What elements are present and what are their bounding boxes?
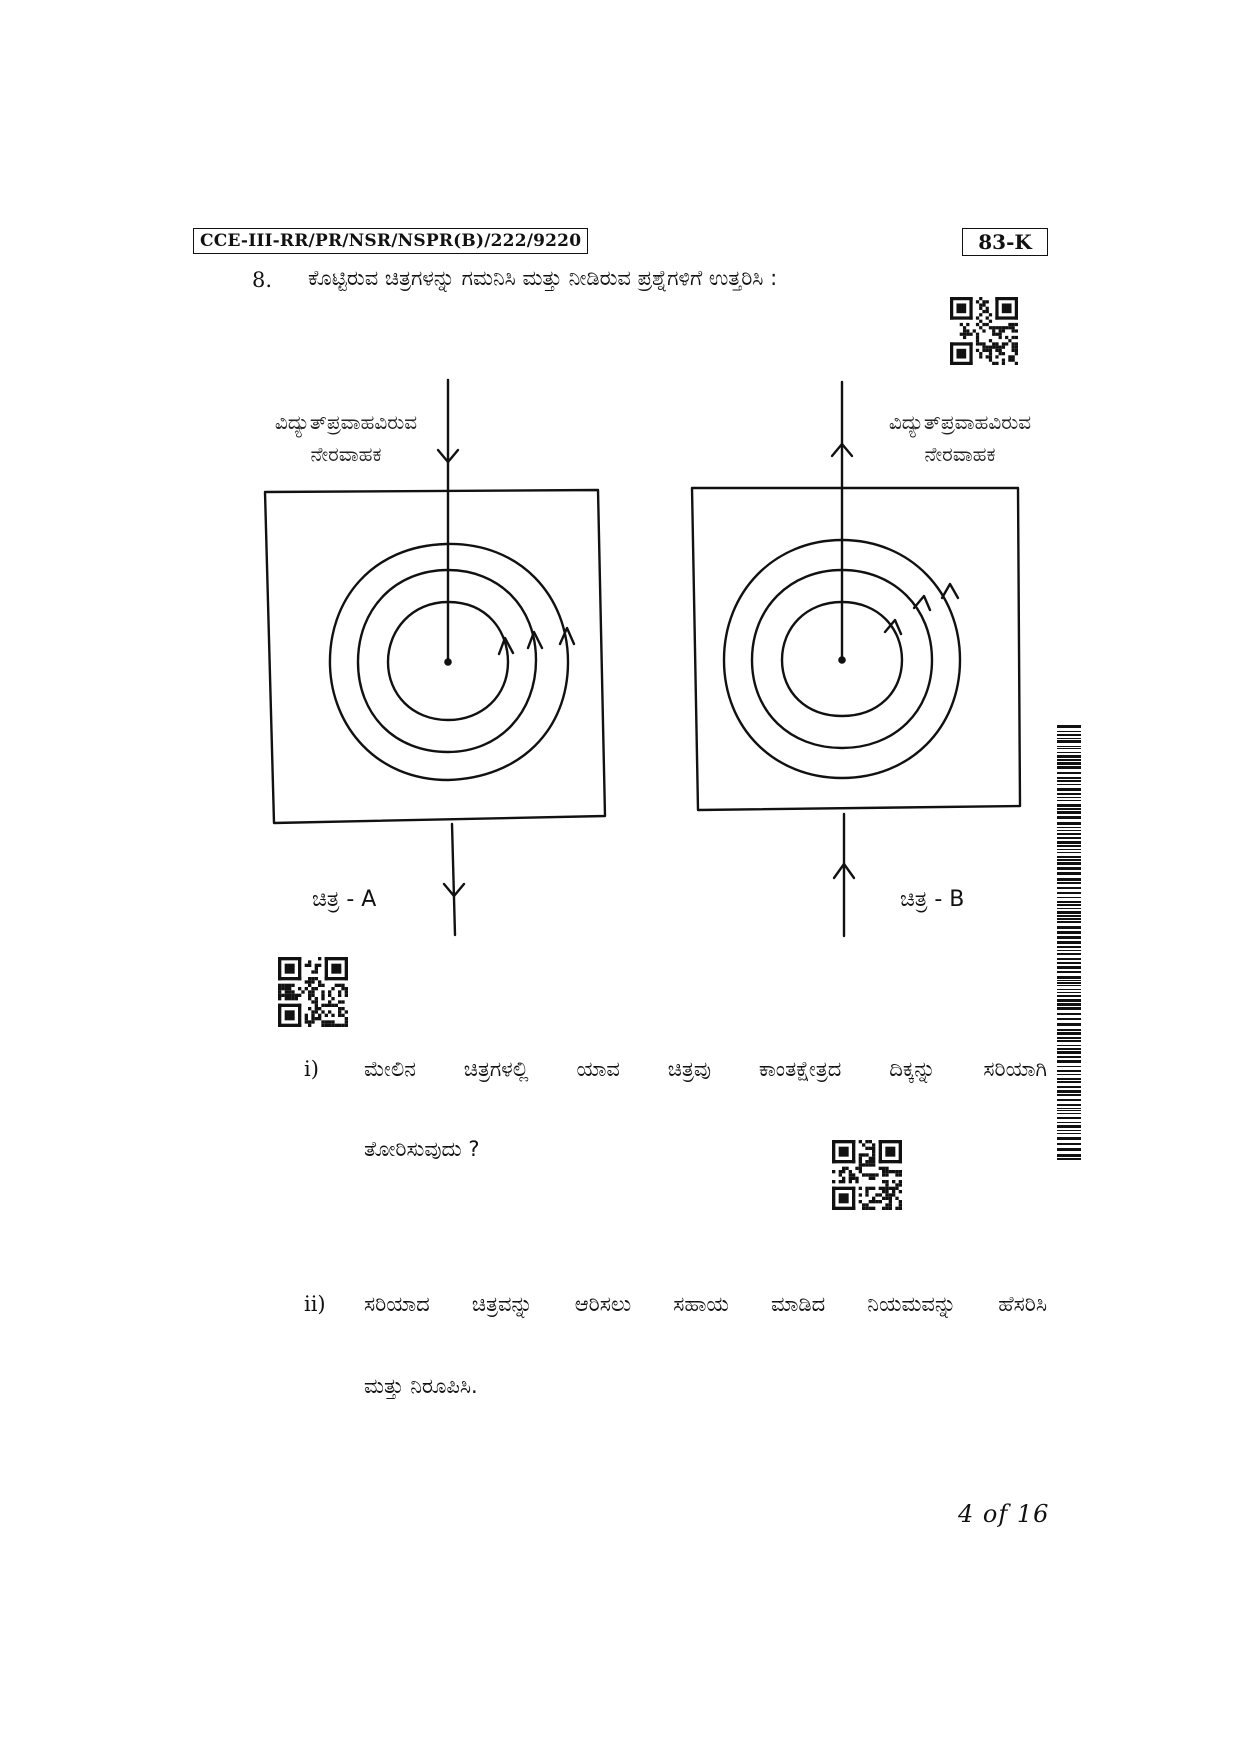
figure-a	[265, 380, 605, 935]
paper-code: 83-K	[962, 228, 1048, 256]
question-number: 8.	[252, 268, 273, 292]
figure-b	[692, 382, 1020, 936]
conductor-label-b-line1: ವಿದ್ಯುತ್‌ಪ್ರವಾಹವಿರುವ	[888, 410, 1032, 434]
subquestion-2-number: ii)	[304, 1292, 326, 1316]
page-number: 4 of 16	[958, 1500, 1050, 1528]
exam-code: CCE-III-RR/PR/NSR/NSPR(B)/222/9220	[193, 228, 588, 254]
subquestion-2-line1: ಸರಿಯಾದ ಚಿತ್ರವನ್ನು ಆರಿಸಲು ಸಹಾಯ ಮಾಡಿದ ನಿಯಮವನ್ನು ಹೆಸರಿಸಿ	[364, 1292, 1047, 1316]
conductor-label-a-line2: ನೇರವಾಹಕ	[310, 442, 382, 466]
subquestion-2-line2: ಮತ್ತು ನಿರೂಪಿಸಿ.	[364, 1374, 478, 1398]
barcode-icon	[1057, 725, 1081, 1167]
conductor-label-b-line2: ನೇರವಾಹಕ	[924, 442, 996, 466]
figure-drawing	[230, 370, 1050, 950]
subquestion-1-line2: ತೋರಿಸುವುದು ?	[364, 1137, 480, 1161]
qr-code-icon	[278, 957, 348, 1027]
subquestion-1-line1: ಮೇಲಿನ ಚಿತ್ರಗಳಲ್ಲಿ ಯಾವ ಚಿತ್ರವು ಕಾಂತಕ್ಷೇತ್ರದ ದಿಕ್ಕನ್ನು ಸರಿಯಾಗಿ	[364, 1057, 1047, 1081]
qr-code-icon	[832, 1140, 902, 1210]
figure-b-caption: ಚಿತ್ರ - B	[900, 887, 965, 912]
qr-code-icon	[950, 297, 1018, 365]
subquestion-1-number: i)	[304, 1057, 319, 1081]
question-text: ಕೊಟ್ಟಿರುವ ಚಿತ್ರಗಳನ್ನು ಗಮನಿಸಿ ಮತ್ತು ನೀಡಿರುವ ಪ್ರಶ್ನೆಗಳಿಗೆ ಉತ್ತರಿಸಿ :	[308, 266, 778, 290]
figure-a-caption: ಚಿತ್ರ - A	[312, 887, 377, 912]
conductor-label-a-line1: ವಿದ್ಯುತ್‌ಪ್ರವಾಹವಿರುವ	[274, 410, 418, 434]
magnetic-field-figures	[230, 370, 1050, 954]
